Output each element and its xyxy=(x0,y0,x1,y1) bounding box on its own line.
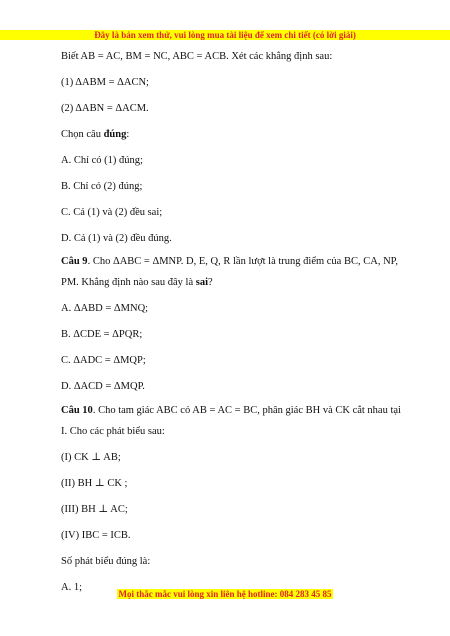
q10-count-prompt: Số phát biểu đúng là: xyxy=(61,556,151,567)
q10-stem-line-1 xyxy=(61,404,401,417)
q9-option-d: D. ΔACD = ΔMQP. xyxy=(61,381,145,392)
q8-instruction-emphasis: đúng xyxy=(103,129,127,140)
q9-option-c: C. ΔADC = ΔMQP; xyxy=(61,355,146,366)
q8-statement-1: (1) ΔABM = ΔACN; xyxy=(61,77,149,88)
footer-banner-text: Mọi thắc mắc vui lòng xin liên hệ hotline: 084 283 45 85 xyxy=(118,589,332,599)
q10-statement-1: (I) CK ⊥ AB; xyxy=(61,452,121,463)
q8-option-a: A. Chỉ có (1) đúng; xyxy=(61,155,143,166)
q9-text-2-suffix: ? xyxy=(208,277,213,288)
q10-statement-4: (IV) IBC = ICB. xyxy=(61,530,131,541)
q8-statement-2: (2) ΔABN = ΔACM. xyxy=(61,103,149,114)
q8-instruction xyxy=(61,128,129,141)
q9-text-1: . Cho ΔABC = ΔMNP. D, E, Q, R lần lượt là trung điểm của BC, CA, NP, xyxy=(87,256,398,267)
q9-text-2-prefix: PM. Khẳng định nào sau đây là xyxy=(61,277,196,288)
q9-option-a: A. ΔABD = ΔMNQ; xyxy=(61,303,149,314)
q9-label: Câu 9 xyxy=(61,256,88,267)
header-banner xyxy=(0,30,450,40)
q10-option-a: A. 1; xyxy=(61,582,82,593)
q10-stem-line-2: I. Cho các phát biểu sau: xyxy=(61,426,165,437)
q9-text-2-emphasis: sai xyxy=(195,277,208,288)
q8-given: Biết AB = AC, BM = NC, ABC = ACB. Xét các khẳng định sau: xyxy=(61,51,333,62)
q8-option-b: B. Chỉ có (2) đúng; xyxy=(61,181,143,192)
q10-text-1: . Cho tam giác ABC có AB = AC = BC, phân giác BH và CK cắt nhau tại xyxy=(92,405,401,416)
q9-option-b: B. ΔCDE = ΔPQR; xyxy=(61,329,143,340)
q10-statement-2: (II) BH ⊥ CK ; xyxy=(61,478,128,489)
q9-stem-line-2 xyxy=(61,276,213,289)
q8-instruction-suffix: : xyxy=(126,129,130,140)
q8-option-c: C. Cả (1) và (2) đều sai; xyxy=(61,207,163,218)
header-banner-text: Đây là bản xem thử, vui lòng mua tài liệu để xem chi tiết (có lời giải) xyxy=(94,30,356,40)
q10-statement-3: (III) BH ⊥ AC; xyxy=(61,504,128,515)
q10-label: Câu 10 xyxy=(61,405,93,416)
q8-instruction-prefix: Chọn câu xyxy=(61,129,104,140)
q9-stem-line-1 xyxy=(61,255,398,268)
q8-option-d: D. Cả (1) và (2) đều đúng. xyxy=(61,233,172,244)
footer-banner xyxy=(0,589,450,599)
